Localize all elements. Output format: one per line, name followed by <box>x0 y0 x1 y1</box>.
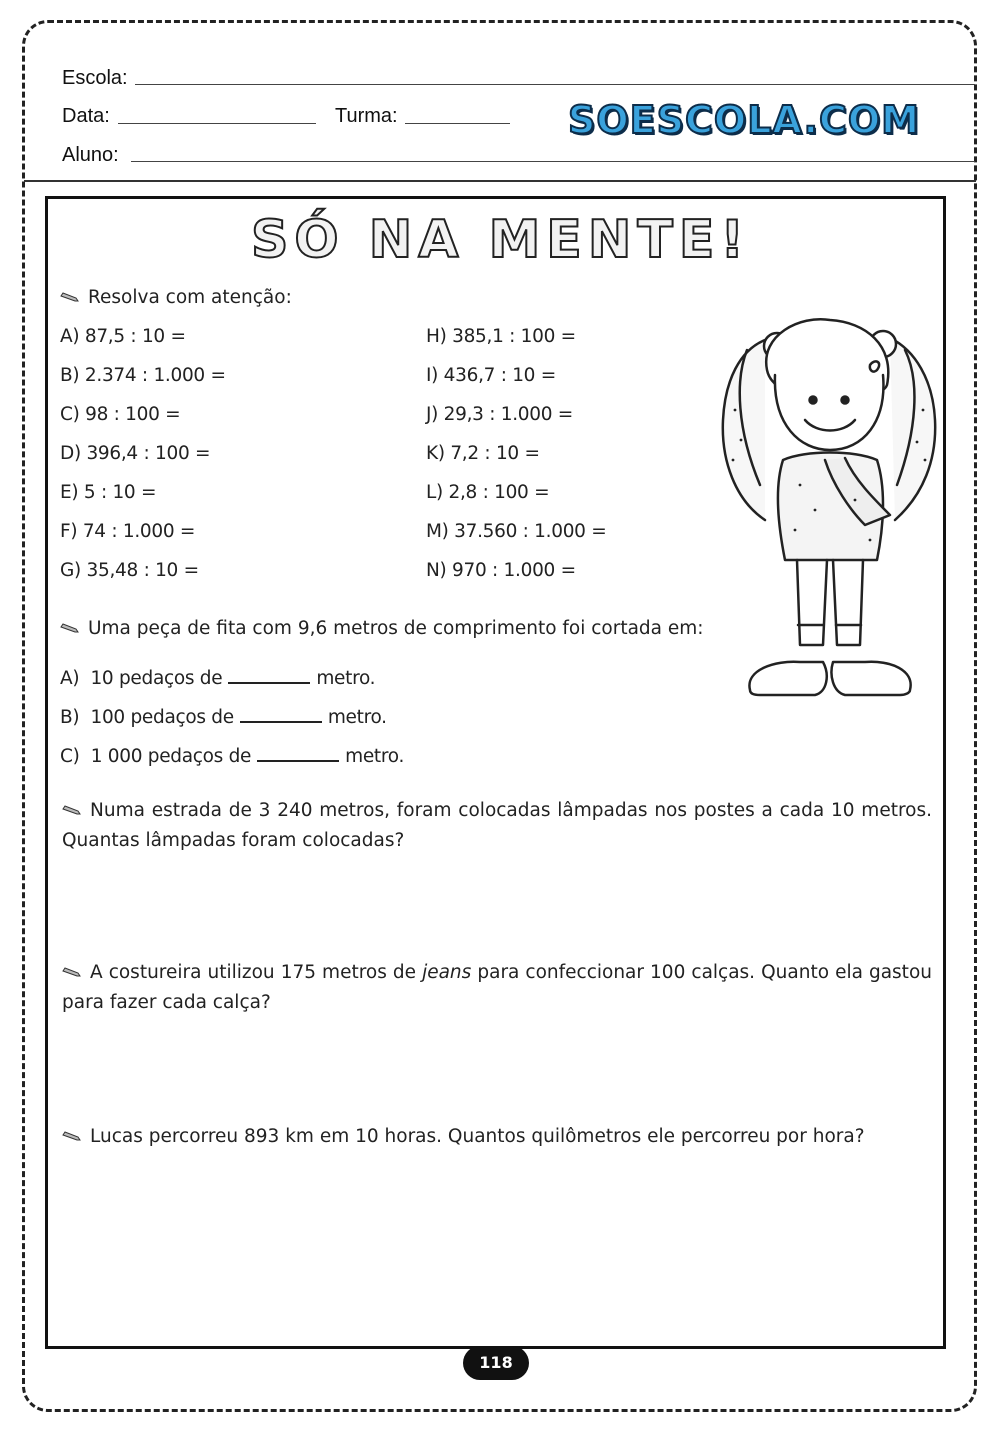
problem-seamstress-italic: jeans <box>422 962 472 983</box>
exercise-j: J) 29,3 : 1.000 = <box>426 404 573 425</box>
ribbon-item-a <box>60 668 375 689</box>
exercise-a: A) 87,5 : 10 = <box>60 326 186 347</box>
problem-seamstress <box>62 958 932 1018</box>
exercise-m: M) 37.560 : 1.000 = <box>426 521 607 542</box>
ribbon-item-after: metro. <box>316 668 376 689</box>
exercise-f: F) 74 : 1.000 = <box>60 521 196 542</box>
problem-seamstress-text-1: A costureira utilizou 175 metros de <box>90 962 417 983</box>
pencil-icon <box>60 292 80 304</box>
brand-logo: SOESCOLA.COM <box>568 98 920 142</box>
exercise-k: K) 7,2 : 10 = <box>426 443 540 464</box>
student-label: Aluno: <box>62 144 119 166</box>
ribbon-item-before: 100 pedaços de <box>90 707 234 728</box>
pencil-icon <box>62 1131 82 1143</box>
worksheet-title: SÓ NA MENTE! <box>250 210 751 270</box>
exercise-c: C) 98 : 100 = <box>60 404 181 425</box>
ribbon-item-letter: C) <box>60 746 80 767</box>
instruction-1-text: Resolva com atenção: <box>88 287 292 308</box>
exercise-b: B) 2.374 : 1.000 = <box>60 365 226 386</box>
answer-blank[interactable] <box>240 721 322 723</box>
exercise-h: H) 385,1 : 100 = <box>426 326 576 347</box>
pencil-icon <box>62 967 82 979</box>
exercise-i: I) 436,7 : 10 = <box>426 365 556 386</box>
exercise-g: G) 35,48 : 10 = <box>60 560 199 581</box>
ribbon-item-before: 1 000 pedaços de <box>90 746 252 767</box>
school-field-line[interactable] <box>135 84 975 85</box>
problem-seamstress-text-2: para confeccionar 100 calças. Quanto ela gastou para fazer cada calça? <box>62 962 932 1013</box>
girl-thinking-illustration <box>705 310 945 710</box>
class-label: Turma: <box>335 105 398 127</box>
ribbon-item-after: metro. <box>327 707 387 728</box>
problem-lucas <box>62 1122 932 1152</box>
exercise-e: E) 5 : 10 = <box>60 482 157 503</box>
ribbon-item-before: 10 pedaços de <box>90 668 223 689</box>
ribbon-item-letter: A) <box>60 668 80 689</box>
ribbon-item-c <box>60 746 404 767</box>
problem-lamps <box>62 796 932 856</box>
ribbon-item-letter: B) <box>60 707 80 728</box>
class-field-line[interactable] <box>405 123 510 124</box>
answer-blank[interactable] <box>257 760 339 762</box>
school-label: Escola: <box>62 67 128 89</box>
date-label: Data: <box>62 105 110 127</box>
instruction-2 <box>60 614 704 644</box>
answer-blank[interactable] <box>228 682 310 684</box>
problem-lucas-text: Lucas percorreu 893 km em 10 horas. Quantos quilômetros ele percorreu por hora? <box>90 1126 865 1147</box>
exercise-n: N) 970 : 1.000 = <box>426 560 576 581</box>
instruction-1 <box>60 283 292 313</box>
page-number: 118 <box>463 1346 529 1380</box>
exercise-d: D) 396,4 : 100 = <box>60 443 211 464</box>
header-separator <box>24 180 976 182</box>
pencil-icon <box>60 623 80 635</box>
instruction-2-text: Uma peça de fita com 9,6 metros de comprimento foi cortada em: <box>88 618 704 639</box>
ribbon-item-b <box>60 707 387 728</box>
date-field-line[interactable] <box>118 123 316 124</box>
problem-lamps-text: Numa estrada de 3 240 metros, foram colocadas lâmpadas nos postes a cada 10 metros. Quantas lâmpadas foram colocadas? <box>62 800 932 851</box>
pencil-icon <box>62 805 82 817</box>
ribbon-item-after: metro. <box>345 746 405 767</box>
exercise-l: L) 2,8 : 100 = <box>426 482 550 503</box>
student-field-line[interactable] <box>131 161 975 162</box>
